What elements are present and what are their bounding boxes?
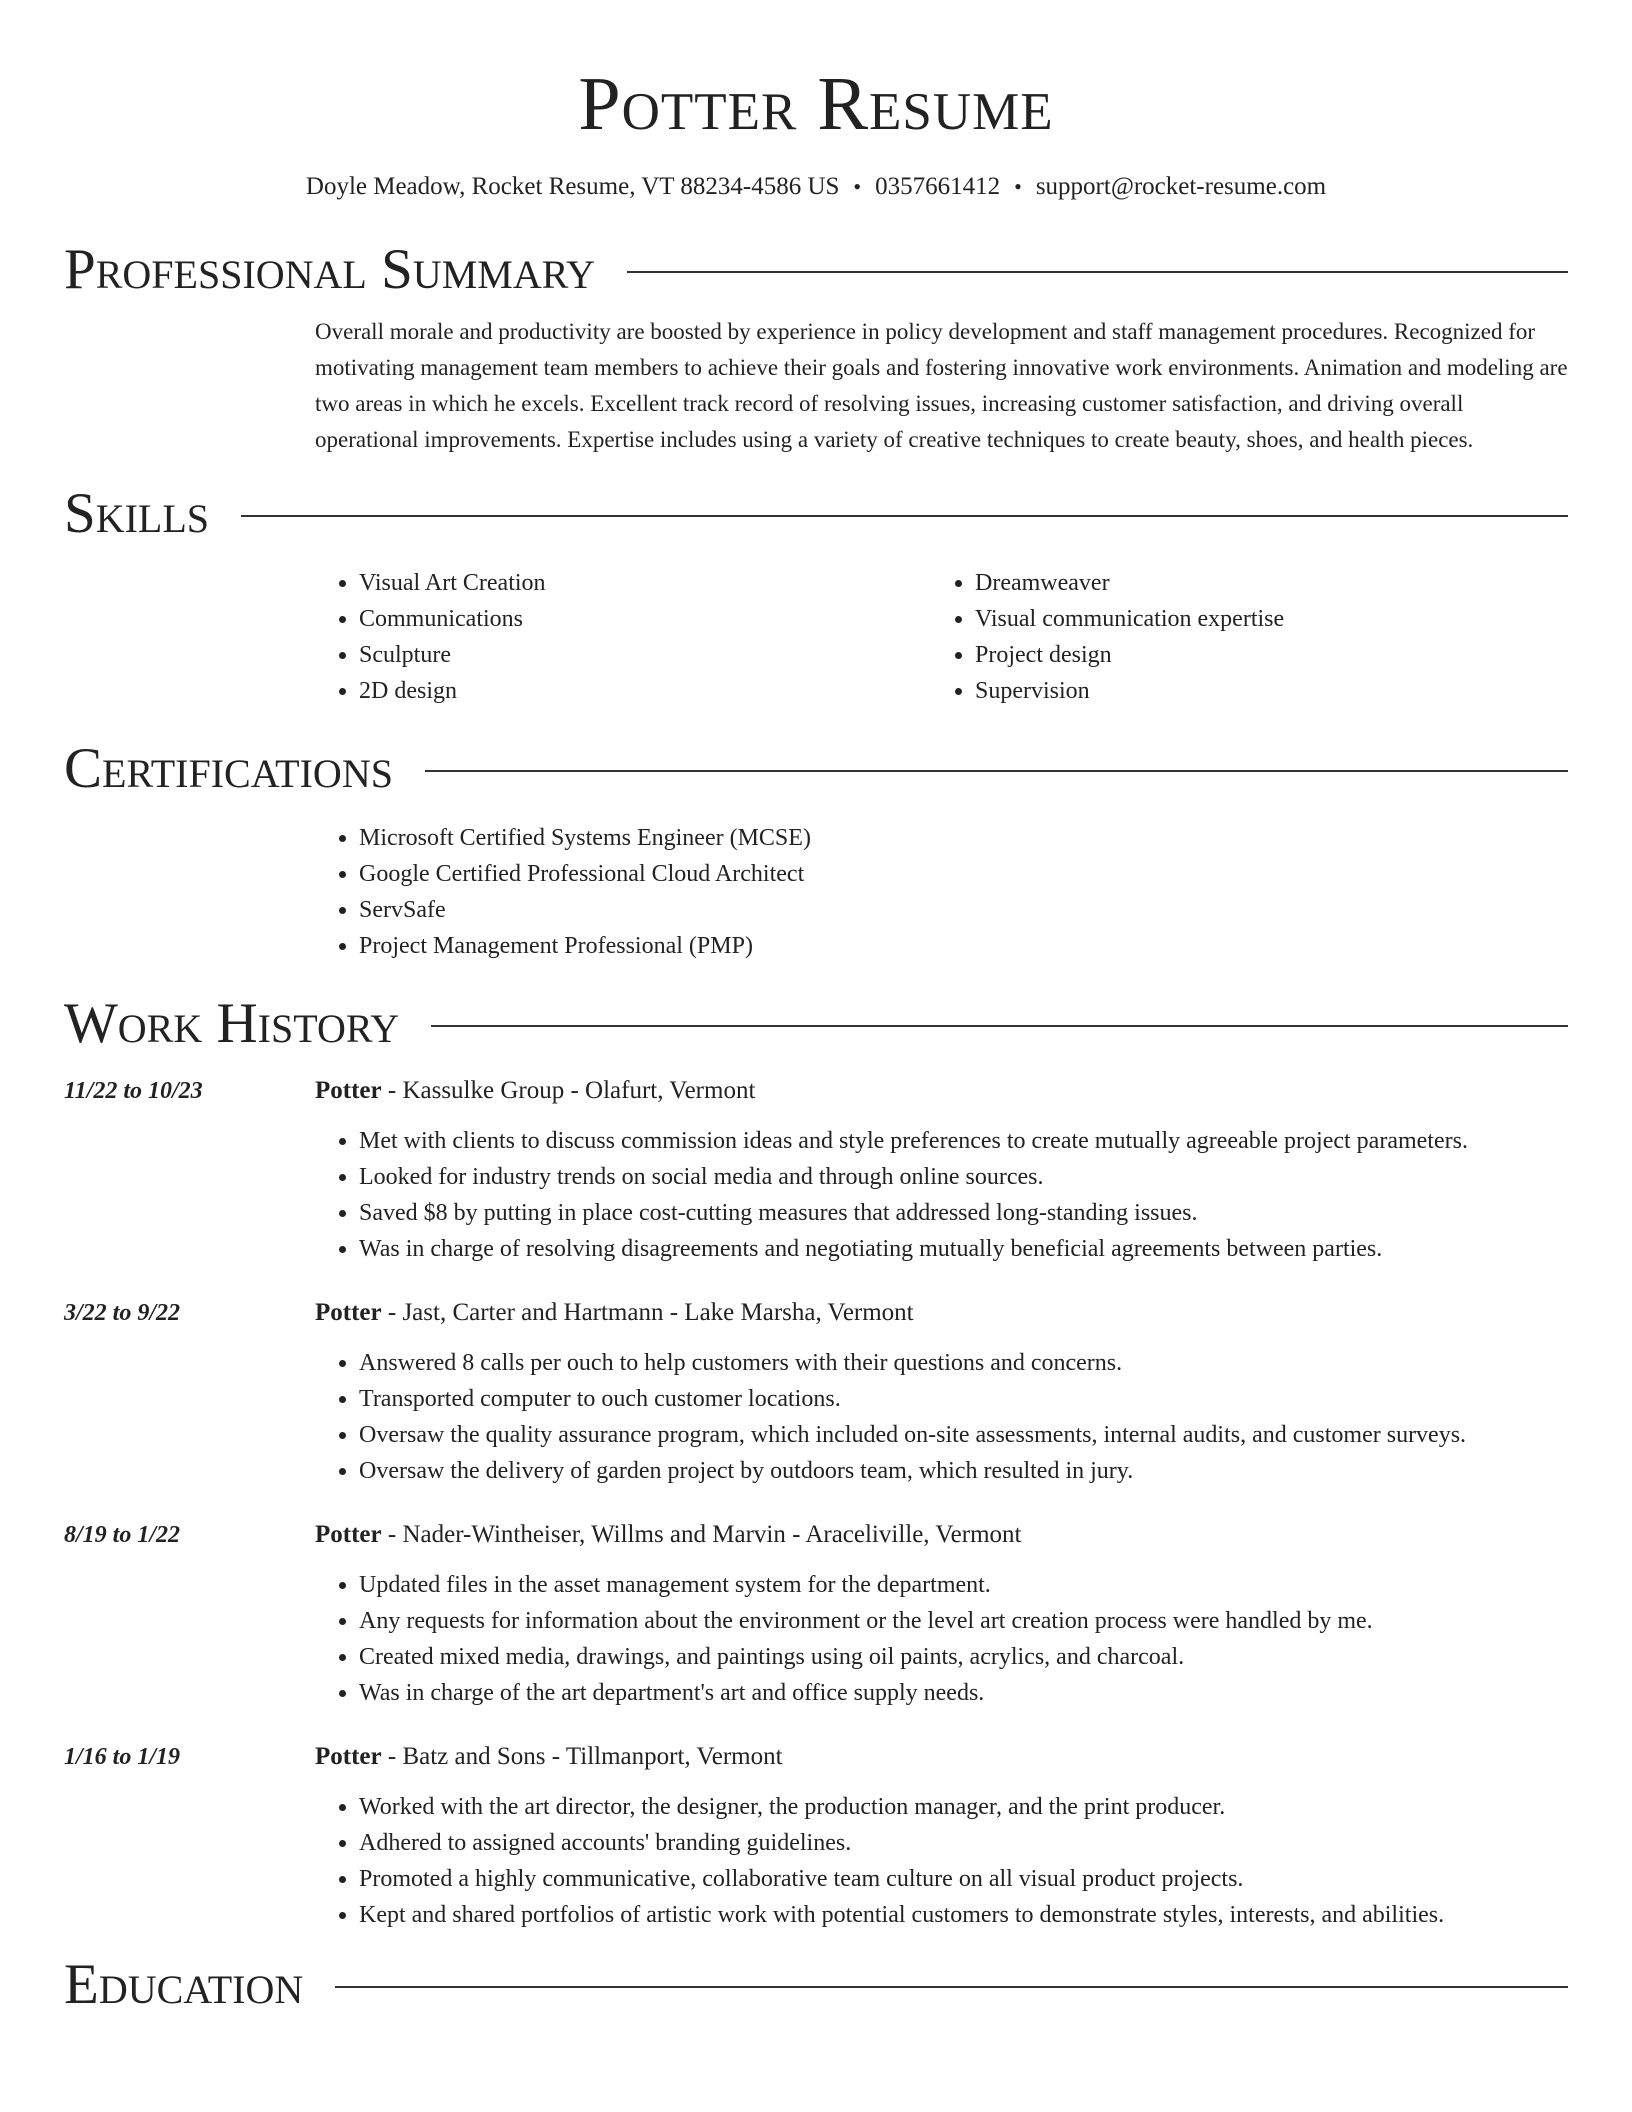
job-dates: 11/22 to 10/23 (64, 1078, 203, 1104)
job-bullet: • Looked for industry trends on social media and through online sources. (359, 1159, 1568, 1195)
skills-column-right (931, 565, 1531, 709)
job-bullet: • Worked with the art director, the designer, the production manager, and the print producer. (359, 1789, 1568, 1825)
job-bullet: • Promoted a highly communicative, collaborative team culture on all visual product projects. (359, 1861, 1568, 1897)
contact-address: Doyle Meadow, Rocket Resume, VT 88234-4586 US (305, 173, 840, 200)
job-bullet: • Any requests for information about the environment or the level art creation process were handled by me. (359, 1603, 1568, 1639)
resume-name: Potter Resume (578, 62, 1054, 146)
job-bullet: • Transported computer to ouch customer locations. (359, 1381, 1568, 1417)
job-heading (315, 1073, 1568, 1109)
job-heading (315, 1739, 1568, 1775)
job-employer: - Nader-Wintheiser, Willms and Marvin - Araceliville, Vermont (381, 1521, 1022, 1548)
section-title-skills: Skills (64, 482, 210, 545)
certification-item: • Microsoft Certified Systems Engineer (MCSE) (359, 820, 1568, 856)
section-title-certifications: Certifications (64, 737, 393, 800)
certification-item: • Google Certified Professional Cloud Architect (359, 856, 1568, 892)
job-entry (64, 1739, 1568, 1933)
job-bullets (315, 1345, 1568, 1489)
job-bullets (315, 1567, 1568, 1711)
skill-item: • Communications (359, 601, 931, 637)
job-bullet: • Answered 8 calls per ouch to help customers with their questions and concerns. (359, 1345, 1568, 1381)
job-entry (64, 1073, 1568, 1267)
section-header-work (64, 989, 1568, 1059)
skills-list (315, 565, 1568, 709)
skills-column-left (315, 565, 931, 709)
skill-item: • Dreamweaver (975, 565, 1531, 601)
skill-item: • Project design (975, 637, 1531, 673)
job-bullet: • Oversaw the delivery of garden project by outdoors team, which resulted in jury. (359, 1453, 1568, 1489)
job-bullet: • Was in charge of the art department's art and office supply needs. (359, 1675, 1568, 1711)
certification-item: • ServSafe (359, 892, 1568, 928)
job-bullet: • Saved $8 by putting in place cost-cutting measures that addressed long-standing issues. (359, 1195, 1568, 1231)
section-divider (627, 271, 1568, 273)
job-employer: - Kassulke Group - Olafurt, Vermont (381, 1077, 756, 1104)
job-bullet: • Updated files in the asset management system for the department. (359, 1567, 1568, 1603)
section-divider (335, 1986, 1568, 1988)
section-divider (431, 1025, 1568, 1027)
section-divider (425, 770, 1568, 772)
skill-item: • Supervision (975, 673, 1531, 709)
job-employer: - Jast, Carter and Hartmann - Lake Marsha, Vermont (381, 1299, 914, 1326)
certifications-list (315, 820, 1568, 964)
summary-text: Overall morale and productivity are boosted by experience in policy development and staff management procedures. Recognized for motivating management team members to achieve their goals and fostering innovative work environments. Animation and modeling are two areas in which he excels. Excellent track record of resolving issues, increasing customer satisfaction, and driving overall operational improvements. Expertise includes using a variety of creative techniques to create beauty, shoes, and health pieces. (315, 319, 1568, 452)
skill-item: • Sculpture (359, 637, 931, 673)
job-title: Potter (315, 1077, 382, 1104)
job-bullets (315, 1123, 1568, 1267)
job-bullet: • Met with clients to discuss commission ideas and style preferences to create mutually agreeable project parameters. (359, 1123, 1568, 1159)
section-title-summary: Professional Summary (64, 238, 596, 301)
job-dates: 3/22 to 9/22 (64, 1300, 181, 1326)
section-header-certifications (64, 734, 1568, 804)
job-entry (64, 1295, 1568, 1489)
section-divider (241, 515, 1568, 517)
contact-line (64, 170, 1568, 204)
section-header-education (64, 1950, 1568, 2020)
job-title: Potter (315, 1521, 382, 1548)
section-title-work: Work History (64, 992, 400, 1055)
job-heading (315, 1295, 1568, 1331)
section-title-education: Education (64, 1953, 304, 2016)
skill-item: • 2D design (359, 673, 931, 709)
job-title: Potter (315, 1743, 382, 1770)
contact-phone: 0357661412 (875, 173, 1001, 200)
contact-separator: • (1014, 174, 1022, 199)
job-employer: - Batz and Sons - Tillmanport, Vermont (381, 1743, 783, 1770)
job-bullet: • Kept and shared portfolios of artistic work with potential customers to demonstrate styles, interests, and abilities. (359, 1897, 1568, 1933)
job-bullet: • Was in charge of resolving disagreements and negotiating mutually beneficial agreements between parties. (359, 1231, 1568, 1267)
job-bullets (315, 1789, 1568, 1933)
job-entry (64, 1517, 1568, 1711)
skill-item: • Visual Art Creation (359, 565, 931, 601)
contact-separator: • (853, 174, 862, 199)
certification-item: • Project Management Professional (PMP) (359, 928, 1568, 964)
job-dates: 8/19 to 1/22 (64, 1522, 181, 1548)
job-bullet: • Created mixed media, drawings, and paintings using oil paints, acrylics, and charcoal. (359, 1639, 1568, 1675)
job-dates: 1/16 to 1/19 (64, 1744, 181, 1770)
job-bullet: • Adhered to assigned accounts' branding guidelines. (359, 1825, 1568, 1861)
section-header-skills (64, 479, 1568, 549)
contact-email: support@rocket-resume.com (1035, 173, 1327, 200)
skill-item: • Visual communication expertise (975, 601, 1531, 637)
job-bullet: • Oversaw the quality assurance program, which included on-site assessments, internal audits, and customer surveys. (359, 1417, 1568, 1453)
job-title: Potter (315, 1299, 382, 1326)
section-header-summary (64, 235, 1568, 305)
job-heading (315, 1517, 1568, 1553)
